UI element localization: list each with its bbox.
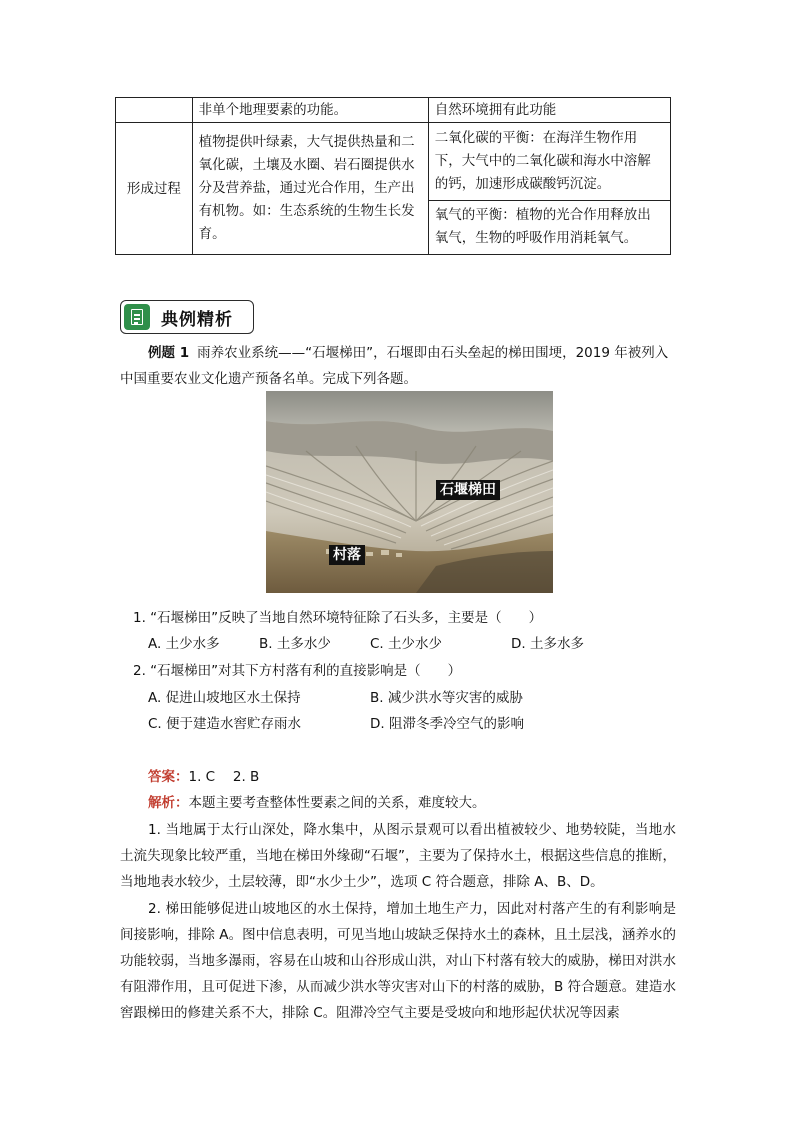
- analysis-paragraph-2: 2. 梯田能够促进山坡地区的水土保持，增加土地生产力，因此对村落产生的有利影响是间接影响，排除 A。图中信息表明，可见当地山坡缺乏保持水土的森林，且土层浅，涵养水的功能较弱，当地多瀑雨，容易在山坡和山谷形成山洪，对山下村落有较大的威胁，梯田对洪水有阻滞作用，且可促进下渗，从而减少洪水等灾害对山下的村落的威胁，B 符合题意。建造水窖跟梯田的修建关系不大，排除 C。阻滞冷空气主要是受坡向和地形起伏状况等因素: [120, 901, 676, 1021]
- question-2-option-d: D. 阻滞冬季冷空气的影响: [370, 716, 524, 732]
- document-icon: [124, 304, 150, 330]
- example-label: 例题 1: [148, 345, 190, 361]
- table-cell-process: 植物提供叶绿素，大气提供热量和二氧化碳，土壤及水圈、岩石圈提供水分及营养盐，通过光合作用，生产出有机物。如：生态系统的生物生长发育。: [192, 123, 428, 255]
- table-cell-co2-balance: 二氧化碳的平衡：在海洋生物作用下，大气中的二氧化碳和海水中溶解的钙，加速形成碳酸钙沉淀。: [428, 123, 670, 201]
- terrace-photo: [266, 391, 553, 593]
- question-2-option-b: B. 减少洪水等灾害的威胁: [370, 690, 523, 706]
- answer-label: 答案：: [148, 769, 189, 785]
- terrace-label: 石堰梯田: [436, 480, 500, 500]
- analysis-line: [148, 790, 486, 816]
- knowledge-table: [115, 97, 671, 255]
- table-cell-o2-balance: 氧气的平衡：植物的光合作用释放出氧气，生物的呼吸作用消耗氧气。: [428, 200, 670, 254]
- table-cell: 自然环境拥有此功能: [428, 98, 670, 123]
- table-cell-empty: [116, 98, 193, 123]
- section-header: [120, 300, 254, 334]
- section-title: 典例精析: [161, 310, 233, 330]
- table-row: [116, 98, 671, 123]
- question-2-stem: 2. “石堰梯田”对其下方村落有利的直接影响是（ ）: [133, 663, 462, 679]
- question-2-option-a: A. 促进山坡地区水土保持: [148, 690, 301, 706]
- answer-line: [148, 764, 259, 790]
- question-2-option-c: C. 便于建造水窖贮存雨水: [148, 716, 302, 732]
- example-text: 雨养农业系统——“石堰梯田”，石堰即由石头垒起的梯田围埂，2019 年被列入中国重要农业文化遗产预备名单。完成下列各题。: [120, 345, 669, 387]
- question-1-option-c: C. 土少水少: [370, 636, 443, 652]
- analysis-summary: 本题主要考查整体性要素之间的关系，难度较大。: [188, 795, 486, 811]
- question-1-option-b: B. 土多水少: [259, 636, 331, 652]
- question-1-stem: 1. “石堰梯田”反映了当地自然环境特征除了石头多，主要是（ ）: [133, 610, 543, 626]
- analysis-paragraph-1: 1. 当地属于太行山深处，降水集中，从图示景观可以看出植被较少、地势较陡，当地水土流失现象比较严重，当地在梯田外缘砌“石堰”，主要为了保持水土，根据这些信息的推断，当地地表水较少，土层较薄，即“水少土少”，选项 C 符合题意，排除 A、B、D。: [120, 822, 676, 890]
- table-row: [116, 123, 671, 201]
- row-header-formation: 形成过程: [116, 123, 193, 255]
- answer-text: 1. C 2. B: [188, 769, 260, 785]
- question-1-option-a: A. 土少水多: [148, 636, 220, 652]
- example-intro: [120, 340, 680, 392]
- analysis-label: 解析：: [148, 795, 189, 811]
- question-1-option-d: D. 土多水多: [511, 636, 584, 652]
- village-label: 村落: [329, 545, 365, 565]
- table-cell: 非单个地理要素的功能。: [192, 98, 428, 123]
